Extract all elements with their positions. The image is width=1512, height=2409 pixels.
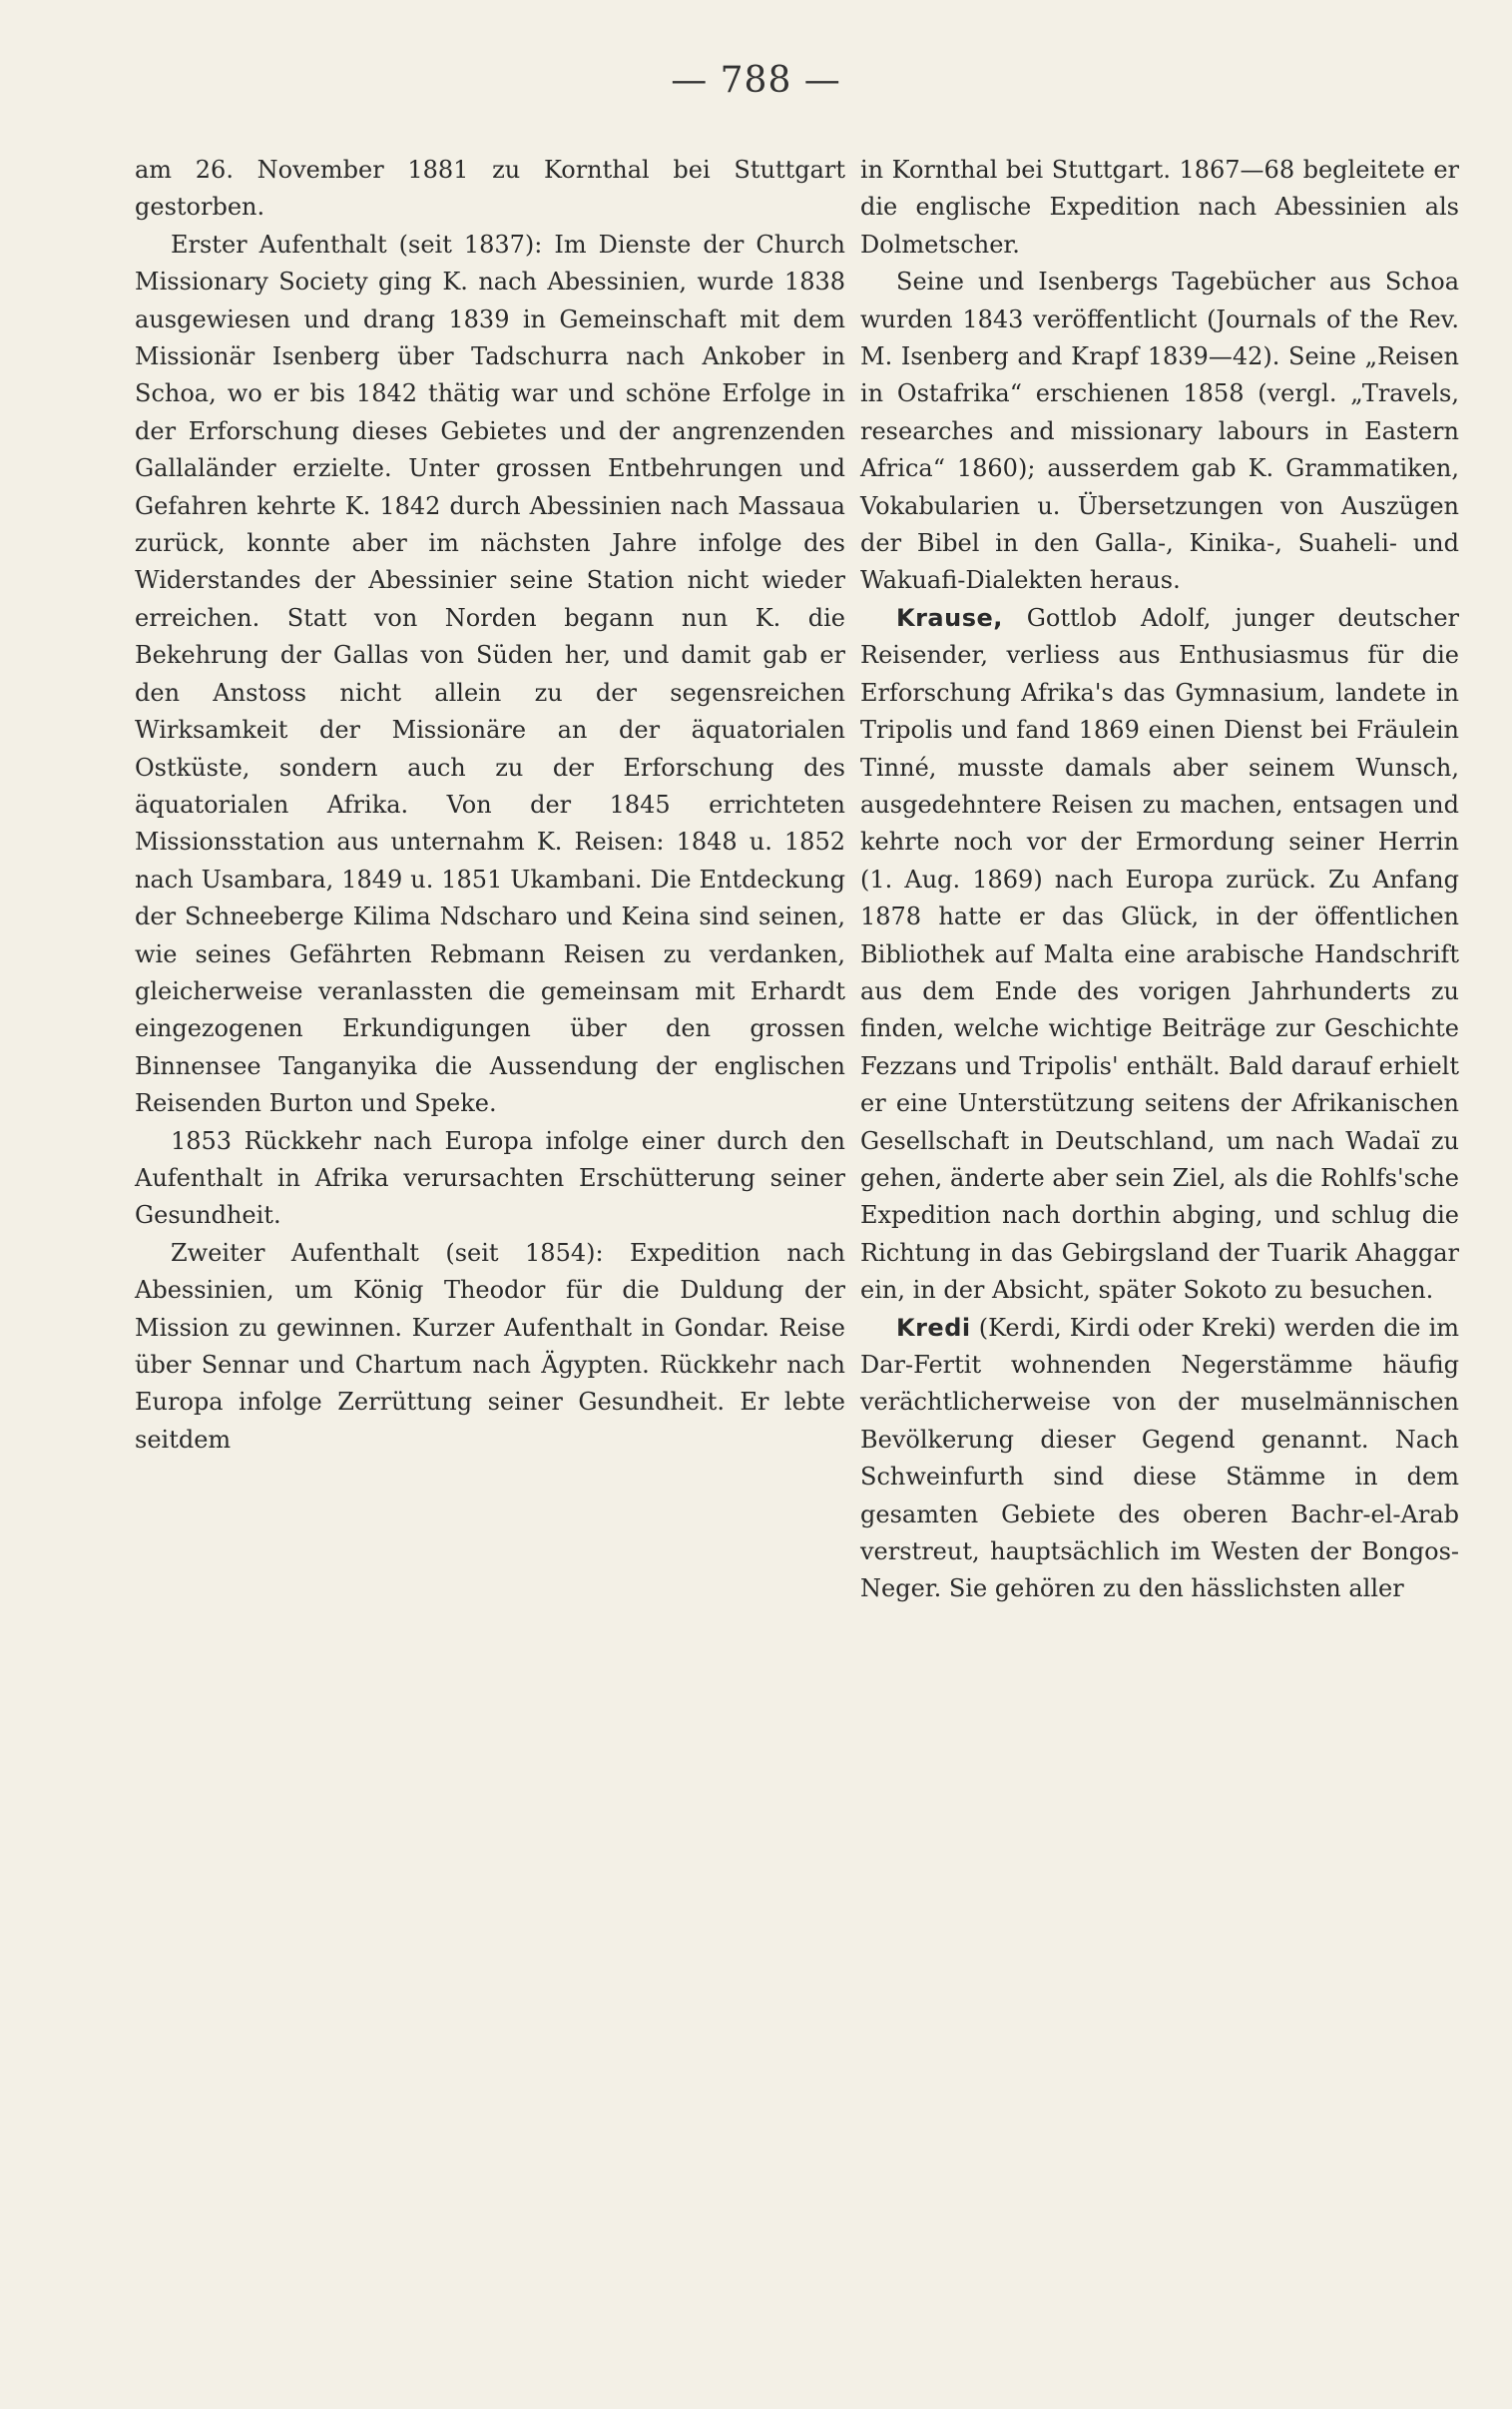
headword-krause: Krause, [896,603,1003,632]
paragraph-kornthal [860,152,1459,264]
paragraph-return-1853: 1853 Rückkehr nach Europa infolge einer durch den Aufenthalt in Afrika verursachten Erschütterung seiner Gesundheit. [135,1126,845,1230]
left-column [135,152,845,1459]
entry-krause [860,600,1459,1310]
entry-kredi [860,1310,1459,1608]
headword-kredi: Kredi [896,1313,971,1342]
paragraph-continued: am 26. November 1881 zu Kornthal bei Stuttgart gestorben. [135,156,845,222]
paragraph-publications [860,264,1459,600]
entry-kredi-text: (Kerdi, Kirdi oder Kreki) werden die im Dar-Fertit wohnenden Negerstämme häufig verächtlicherweise von der muselmännischen Bevölkerung dieser Gegend genannt. Nach Schweinfurth sind diese Stämme in dem gesamten Gebiete des oberen Bachr-el-Arab verstreut, hauptsächlich im Westen der Bongos-Neger. Sie gehören zu den hässlichsten aller [860,1313,1459,1603]
paragraph-first-stay: Erster Aufenthalt (seit 1837): Im Dienste der Church Missionary Society ging K. nach Abessinien, wurde 1838 ausgewiesen und drang 1839 in Gemeinschaft mit dem Missionär Isenberg über Tadschurra nach Ankober in Schoa, wo er bis 1842 thätig war und schöne Erfolge in der Erforschung dieses Gebietes und der angrenzenden Gallaländer erzielte. Unter grossen Entbehrungen und Gefahren kehrte K. 1842 durch Abessinien nach Massaua zurück, konnte aber im nächsten Jahre infolge des Widerstandes der Abessinier seine Station nicht wieder erreichen. Statt von Norden begann nun K. die Bekehrung der Gallas von Süden her, und damit gab er den Anstoss nicht allein zu der segensreichen Wirksamkeit der Missionäre an der äquatorialen Ostküste, sondern auch zu der Erforschung des äquatorialen Afrika. Von der 1845 errichteten Missionsstation aus unternahm K. Reisen: 1848 u. 1852 nach Usambara, 1849 u. 1851 Ukambani. Die Entdeckung der Schneeberge Kilima Ndscharo und Keina sind seinen, wie seines Gefährten Rebmann Reisen zu verdanken, gleicherweise veranlassten die gemeinsam mit Erhardt eingezogenen Erkundigungen über den grossen Binnensee Tanganyika die Aussendung der englischen Reisenden Burton und Speke. [135,230,845,1118]
paragraph-second-stay: Zweiter Aufenthalt (seit 1854): Expedition nach Abessinien, um König Theodor für die Duldung der Mission zu gewinnen. Kurzer Aufenthalt in Gondar. Reise über Sennar und Chartum nach Ägypten. Rückkehr nach Europa infolge Zerrüttung seiner Gesundheit. Er lebte seitdem [135,1238,845,1454]
right-column [860,152,1459,1608]
paragraph-text: in Kornthal bei Stuttgart. 1867—68 begleitete er die englische Expedition nach Abessinien als Dolmetscher. [860,156,1459,259]
page-number: — 788 — [671,60,841,101]
entry-krause-text: Gottlob Adolf, junger deutscher Reisender, verliess aus Enthusiasmus für die Erforschung Afrika's das Gymnasium, landete in Tripolis und fand 1869 einen Dienst bei Fräulein Tinné, musste damals aber seinem Wunsch, ausgedehntere Reisen zu machen, entsagen und kehrte noch vor der Ermordung seiner Herrin (1. Aug. 1869) nach Europa zurück. Zu Anfang 1878 hatte er das Glück, in der öffentlichen Bibliothek auf Malta eine arabische Handschrift aus dem Ende des vorigen Jahrhunderts zu finden, welche wichtige Beiträge zur Geschichte Fezzans und Tripolis' enthält. Bald darauf erhielt er eine Unterstützung seitens der Afrikanischen Gesellschaft in Deutschland, um nach Wadaï zu gehen, änderte aber sein Ziel, als die Rohlfs'sche Expedition nach dorthin abging, und schlug die Richtung in das Gebirgsland der Tuarik Ahaggar ein, in der Absicht, später Sokoto zu besuchen. [860,603,1459,1305]
paragraph-text: Seine und Isenbergs Tagebücher aus Schoa wurden 1843 veröffentlicht (Journals of the Rev. M. Isenberg and Krapf 1839—42). Seine „Reisen in Ostafrika“ erschienen 1858 (vergl. „Travels, researches and missionary labours in Eastern Africa“ 1860); ausserdem gab K. Grammatiken, Vokabularien u. Übersetzungen von Auszügen der Bibel in den Galla-, Kinika-, Suaheli- und Wakuafi-Dialekten heraus. [860,268,1459,595]
